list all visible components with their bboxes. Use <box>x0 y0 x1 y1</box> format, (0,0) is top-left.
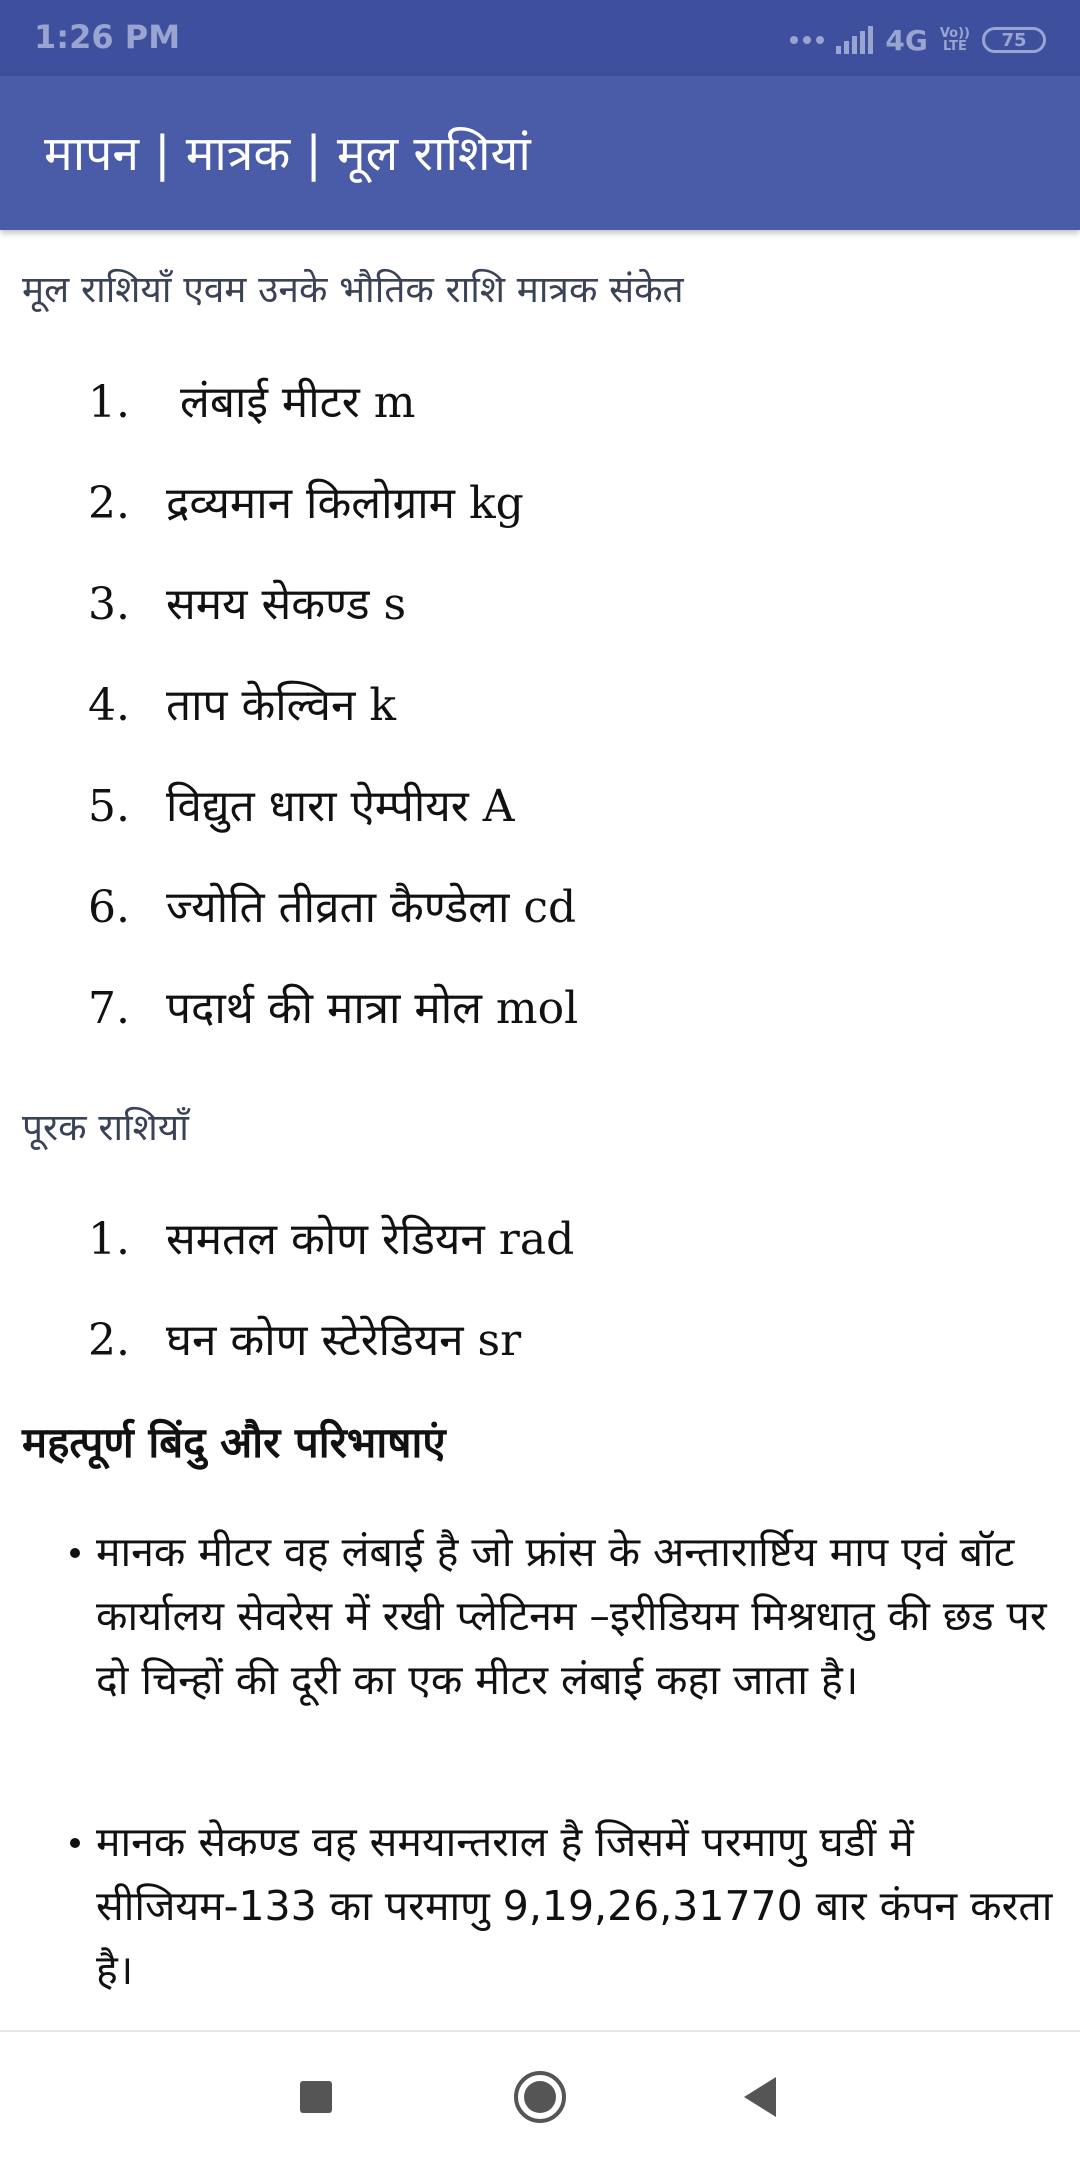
list-text: पदार्थ की मात्रा मोल mol <box>166 983 579 1034</box>
bullet-text: मानक मीटर वह लंबाई है जो फ्रांस के अन्तारार्ष्टिय माप एवं बॉट कार्यालय सेवरेस में रखी प्लेटिनम –इरीडियम मिश्रधातु की छड पर दो चिन्हों की दूरी का एक मीटर लंबाई कहा जाता है। <box>96 1528 1047 1704</box>
home-icon <box>512 2069 568 2125</box>
navigation-bar <box>0 2030 1080 2160</box>
list-text: द्रव्यमान किलोग्राम kg <box>166 478 524 529</box>
section-heading-supplementary: पूरक राशियाँ <box>22 1106 189 1149</box>
bullet-point <box>96 1810 1056 2002</box>
bullet-icon <box>70 1838 80 1848</box>
list-item <box>88 471 524 531</box>
list-item <box>88 673 396 733</box>
app-bar <box>0 76 1080 230</box>
list-item <box>88 1308 521 1368</box>
list-text: ताप केल्विन k <box>166 680 397 731</box>
list-item <box>88 875 576 935</box>
section-heading-important-points: महत्पूर्ण बिंदु और परिभाषाएं <box>22 1418 446 1467</box>
list-text: विद्युत धारा ऐम्पीयर A <box>166 781 515 832</box>
status-time: 1:26 PM <box>34 18 181 56</box>
list-number: 1. <box>88 1214 130 1265</box>
volte-bottom: LTE <box>942 39 967 54</box>
list-number: 7. <box>88 983 130 1034</box>
recents-icon <box>298 2079 334 2115</box>
list-item <box>88 370 416 430</box>
back-button[interactable] <box>700 2032 820 2160</box>
page-title: मापन | मात्रक | मूल राशियां <box>44 126 531 182</box>
list-item <box>88 1207 574 1267</box>
list-number: 2. <box>88 1315 130 1366</box>
list-item <box>88 774 515 834</box>
list-number: 2. <box>88 478 130 529</box>
list-number: 4. <box>88 680 130 731</box>
list-item <box>88 572 406 632</box>
recents-button[interactable] <box>256 2032 376 2160</box>
notification-dots-icon <box>790 36 824 44</box>
bullet-point <box>96 1520 1056 1712</box>
battery-icon <box>982 27 1046 53</box>
list-text: ज्योति तीव्रता कैण्डेला cd <box>166 882 577 933</box>
list-number: 3. <box>88 579 130 630</box>
volte-top: Vo)) <box>939 26 970 41</box>
list-item <box>88 976 578 1036</box>
list-text: लंबाई मीटर m <box>166 377 416 428</box>
network-type: 4G <box>885 23 928 57</box>
article-content[interactable] <box>0 230 1080 2030</box>
back-icon <box>740 2075 780 2119</box>
bullet-text: मानक सेकण्ड वह समयान्तराल है जिसमें परमाणु घडीं में सीजियम-133 का परमाणु 9,19,26,31770 बार कंपन करता है। <box>96 1818 1053 1994</box>
volte-icon <box>940 27 970 53</box>
status-bar <box>0 0 1080 76</box>
list-text: घन कोण स्टेरेडियन sr <box>166 1315 522 1366</box>
list-number: 5. <box>88 781 130 832</box>
battery-level: 75 <box>1001 29 1027 51</box>
section-heading-base-quantities: मूल राशियाँ एवम उनके भौतिक राशि मात्रक संकेत <box>22 268 684 311</box>
signal-icon <box>836 26 873 54</box>
list-number: 1. <box>88 377 130 428</box>
status-icons <box>790 20 1046 60</box>
list-number: 6. <box>88 882 130 933</box>
home-button[interactable] <box>480 2032 600 2160</box>
list-text: समतल कोण रेडियन rad <box>166 1214 575 1265</box>
list-text: समय सेकण्ड s <box>166 579 407 630</box>
bullet-icon <box>70 1548 80 1558</box>
